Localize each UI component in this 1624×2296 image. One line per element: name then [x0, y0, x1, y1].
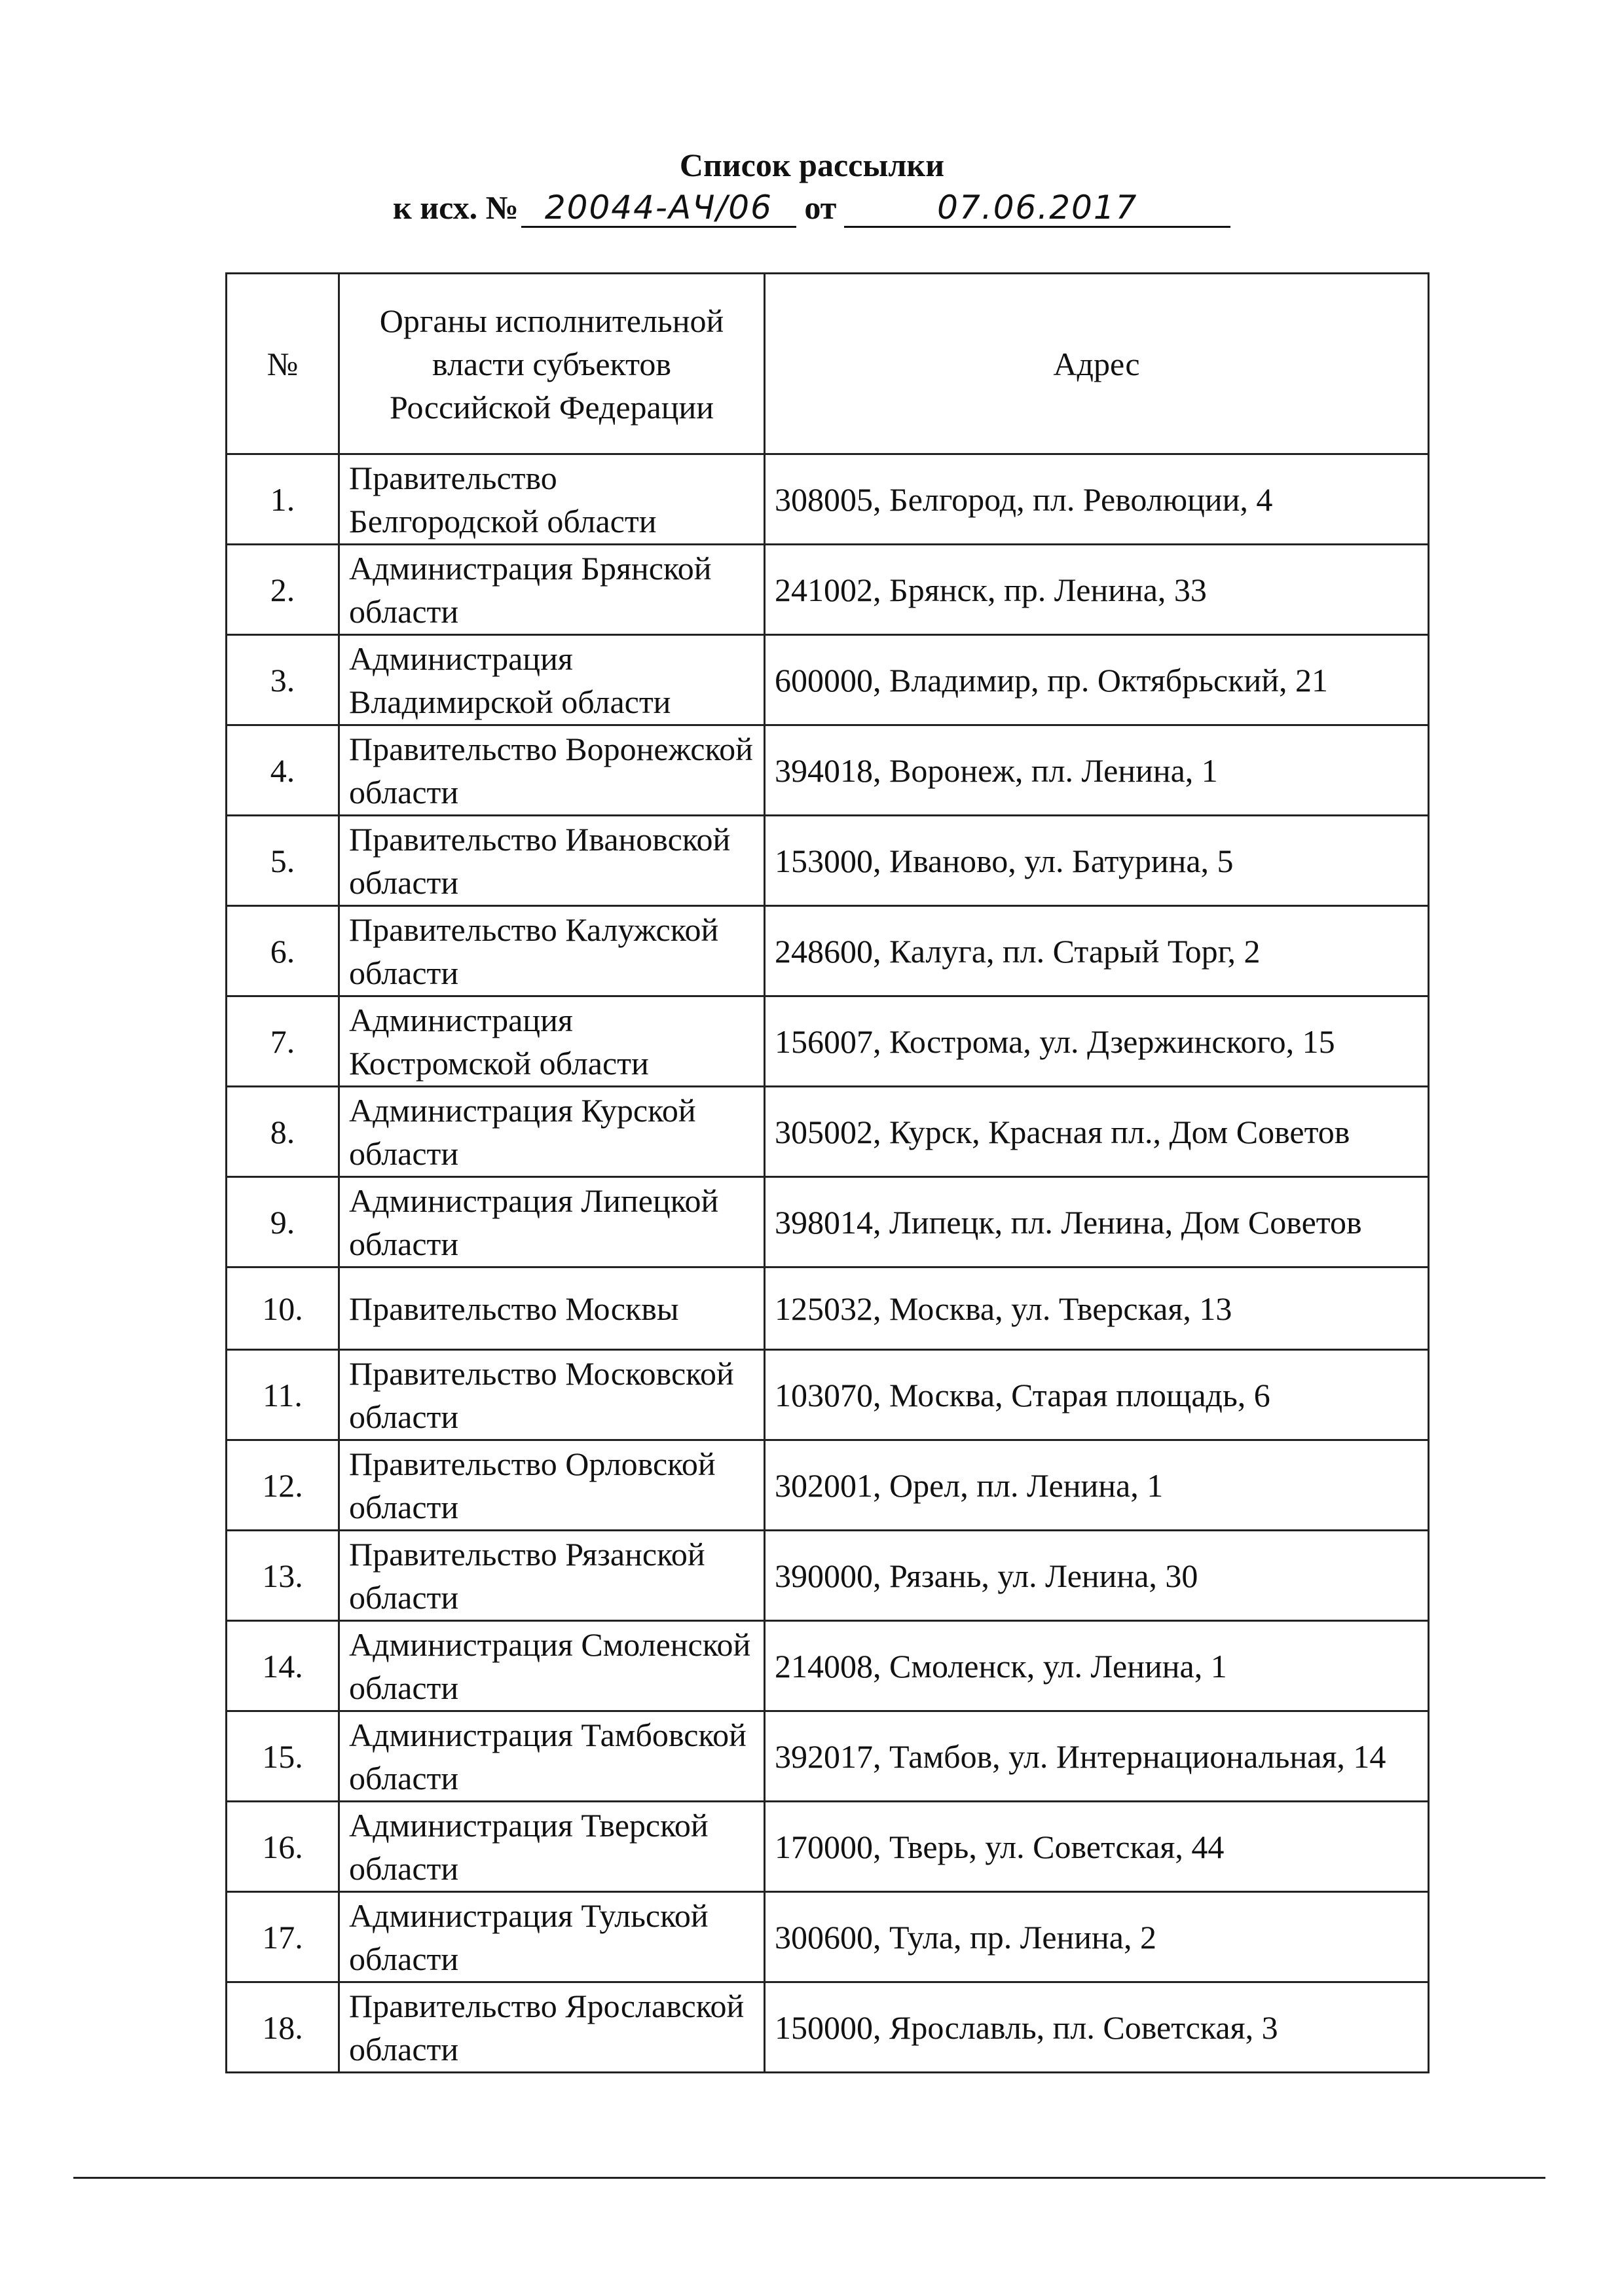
reference-from-label: от — [804, 189, 837, 226]
table-row — [227, 725, 1429, 816]
row-organ: Правительство Воронежской области — [339, 725, 765, 816]
row-organ: Правительство Калужской области — [339, 906, 765, 996]
row-number: 9. — [227, 1177, 339, 1267]
row-number: 13. — [227, 1531, 339, 1621]
row-number: 2. — [227, 545, 339, 635]
row-address: 241002, Брянск, пр. Ленина, 33 — [765, 545, 1429, 635]
row-organ: Правительство Орловской области — [339, 1440, 765, 1531]
reference-line — [393, 185, 1230, 230]
row-organ: Правительство Белгородской области — [339, 454, 765, 545]
row-address: 308005, Белгород, пл. Революции, 4 — [765, 454, 1429, 545]
row-address: 390000, Рязань, ул. Ленина, 30 — [765, 1531, 1429, 1621]
row-number: 7. — [227, 996, 339, 1087]
row-address: 214008, Смоленск, ул. Ленина, 1 — [765, 1621, 1429, 1711]
row-number: 5. — [227, 816, 339, 906]
table-row — [227, 635, 1429, 725]
table-row — [227, 545, 1429, 635]
row-address: 302001, Орел, пл. Ленина, 1 — [765, 1440, 1429, 1531]
row-number: 15. — [227, 1711, 339, 1802]
row-organ: Администрация Смоленской области — [339, 1621, 765, 1711]
row-address: 392017, Тамбов, ул. Интернациональная, 14 — [765, 1711, 1429, 1802]
header-address: Адрес — [765, 274, 1429, 454]
table-row — [227, 1892, 1429, 1982]
row-address: 153000, Иваново, ул. Батурина, 5 — [765, 816, 1429, 906]
table-row — [227, 996, 1429, 1087]
table-body — [227, 454, 1429, 2073]
row-number: 10. — [227, 1267, 339, 1350]
row-address: 156007, Кострома, ул. Дзержинского, 15 — [765, 996, 1429, 1087]
mailing-list-table — [225, 272, 1430, 2073]
row-organ: Администрация Костромской области — [339, 996, 765, 1087]
reference-prefix: к исх. № — [393, 189, 519, 226]
table-row — [227, 1177, 1429, 1267]
row-organ: Администрация Тульской области — [339, 1892, 765, 1982]
row-address: 150000, Ярославль, пл. Советская, 3 — [765, 1982, 1429, 2073]
row-organ: Правительство Рязанской области — [339, 1531, 765, 1621]
reference-number: 20044-АЧ/06 — [521, 189, 796, 228]
header-number: № — [227, 274, 339, 454]
table-row — [227, 1087, 1429, 1177]
table-row — [227, 1440, 1429, 1531]
row-organ: Администрация Брянской области — [339, 545, 765, 635]
row-address: 248600, Калуга, пл. Старый Торг, 2 — [765, 906, 1429, 996]
row-number: 1. — [227, 454, 339, 545]
table-row — [227, 816, 1429, 906]
table-row — [227, 1711, 1429, 1802]
row-address: 125032, Москва, ул. Тверская, 13 — [765, 1267, 1429, 1350]
table-row — [227, 1350, 1429, 1440]
row-number: 6. — [227, 906, 339, 996]
row-address: 394018, Воронеж, пл. Ленина, 1 — [765, 725, 1429, 816]
row-address: 600000, Владимир, пр. Октябрьский, 21 — [765, 635, 1429, 725]
table-row — [227, 1621, 1429, 1711]
row-organ: Администрация Липецкой области — [339, 1177, 765, 1267]
row-address: 300600, Тула, пр. Ленина, 2 — [765, 1892, 1429, 1982]
row-organ: Администрация Курской области — [339, 1087, 765, 1177]
table-row — [227, 454, 1429, 545]
row-organ: Администрация Тверской области — [339, 1802, 765, 1892]
row-number: 8. — [227, 1087, 339, 1177]
row-organ: Правительство Ивановской области — [339, 816, 765, 906]
row-number: 18. — [227, 1982, 339, 2073]
row-address: 305002, Курск, Красная пл., Дом Советов — [765, 1087, 1429, 1177]
row-number: 14. — [227, 1621, 339, 1711]
row-address: 103070, Москва, Старая площадь, 6 — [765, 1350, 1429, 1440]
row-number: 4. — [227, 725, 339, 816]
row-number: 12. — [227, 1440, 339, 1531]
table-header-row — [227, 274, 1429, 454]
table-row — [227, 1982, 1429, 2073]
table-row — [227, 906, 1429, 996]
row-address: 170000, Тверь, ул. Советская, 44 — [765, 1802, 1429, 1892]
row-organ: Правительство Московской области — [339, 1350, 765, 1440]
row-organ: Правительство Ярославской области — [339, 1982, 765, 2073]
header-organ: Органы исполнительной власти субъектов Российской Федерации — [339, 274, 765, 454]
row-number: 3. — [227, 635, 339, 725]
bottom-divider — [73, 2177, 1545, 2179]
row-organ: Администрация Владимирской области — [339, 635, 765, 725]
document-title: Список рассылки — [679, 147, 945, 183]
row-number: 17. — [227, 1892, 339, 1982]
table-row — [227, 1531, 1429, 1621]
row-number: 16. — [227, 1802, 339, 1892]
table-row — [227, 1267, 1429, 1350]
row-number: 11. — [227, 1350, 339, 1440]
row-organ: Администрация Тамбовской области — [339, 1711, 765, 1802]
reference-date: 07.06.2017 — [844, 189, 1230, 228]
table-row — [227, 1802, 1429, 1892]
row-address: 398014, Липецк, пл. Ленина, Дом Советов — [765, 1177, 1429, 1267]
row-organ: Правительство Москвы — [339, 1267, 765, 1350]
